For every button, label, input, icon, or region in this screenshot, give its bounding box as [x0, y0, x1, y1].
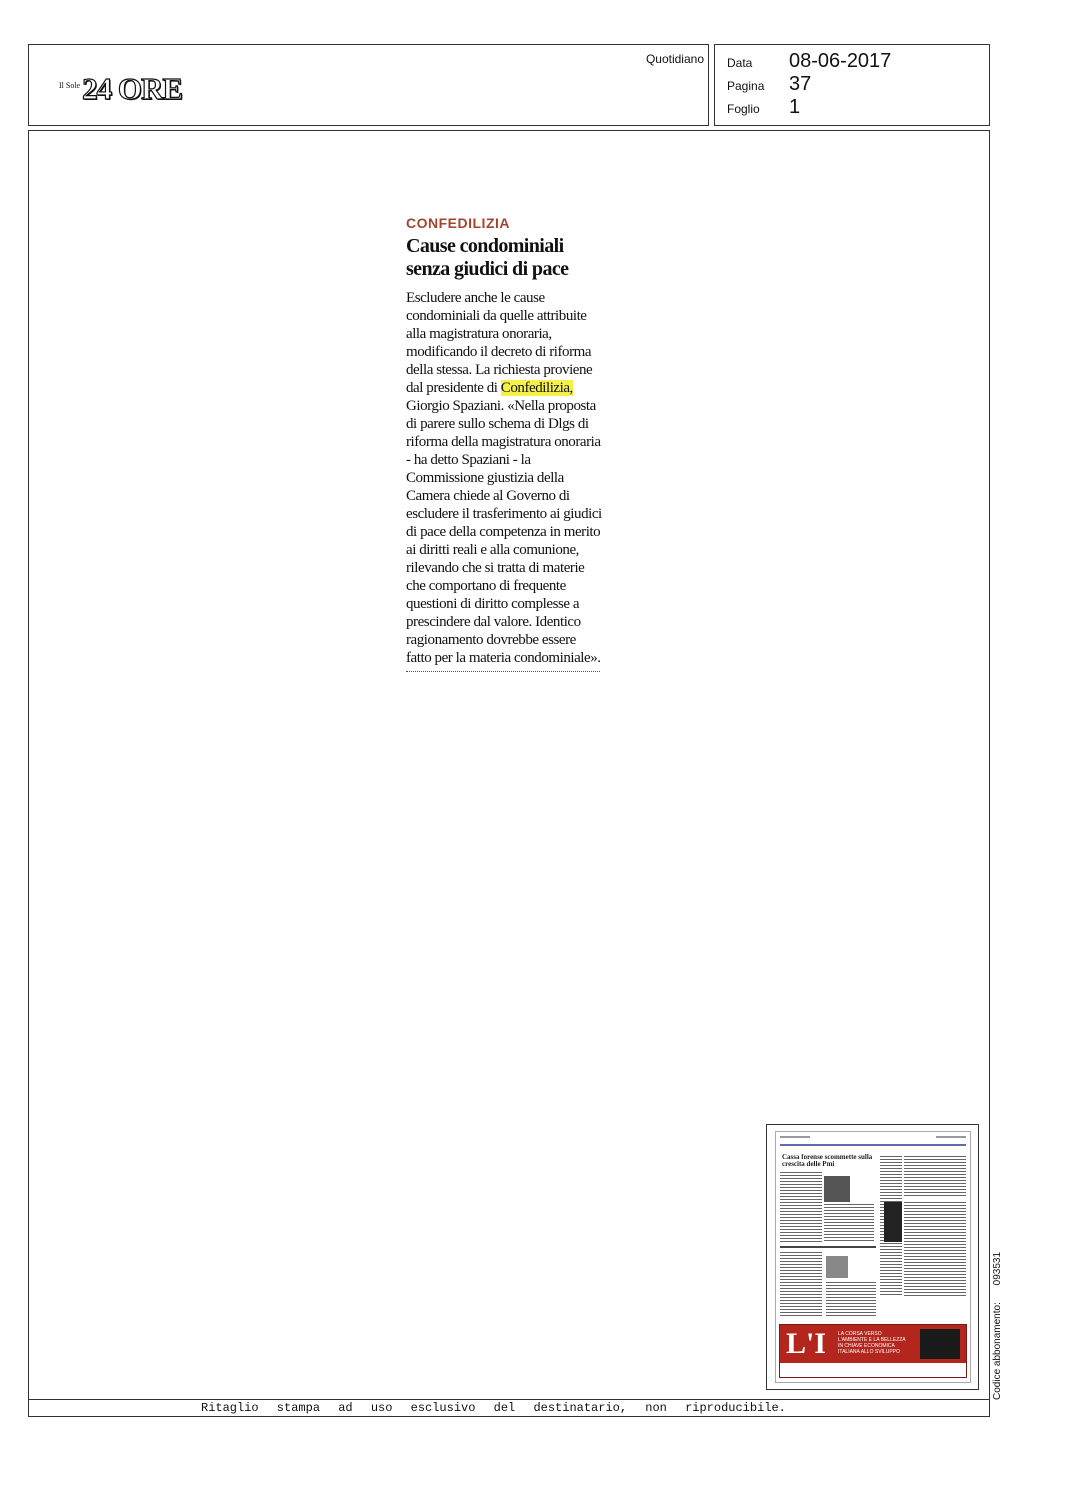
thumb-header-line: [936, 1136, 966, 1138]
date-row: [727, 50, 891, 73]
body-text-end: Giorgio Spaziani. «Nella proposta di parere sullo schema di Dlgs di riforma della magistratura onoraria - ha detto Spaziani - la Commissione giustizia della Camera chiede al Governo di escludere il trasferimento ai giudici di pace della competenza in merito ai diritti reali e alla comunione, rilevando che si tratta di materie che comportano di frequente questioni di diritto complesse a prescindere dal valore. Identico ragionamento dovrebbe essere fatto per la materia condominiale».: [406, 398, 602, 666]
masthead-box: [28, 44, 709, 126]
thumb-headline: Cassa forense scommette sulla crescita delle Pmi: [782, 1153, 873, 1168]
logo-small-text: Il Sole: [59, 81, 81, 90]
thumb-text-column: [780, 1172, 822, 1242]
thumb-text-column: [904, 1202, 966, 1296]
thumb-header-line: [780, 1136, 810, 1138]
date-value: 08-06-2017: [789, 50, 892, 72]
thumb-ad-image: [920, 1329, 960, 1359]
article: [406, 215, 602, 672]
article-headline: [406, 235, 602, 281]
date-label: Data: [727, 56, 753, 70]
article-kicker: CONFEDILIZIA: [406, 215, 510, 231]
headline-line-2: senza giudici di pace: [406, 258, 569, 280]
metadata-box: [714, 44, 990, 126]
highlighted-term: Confedilizia,: [500, 380, 573, 396]
thumb-dark-box: [884, 1202, 902, 1242]
sheet-label: Foglio: [727, 102, 760, 116]
thumb-text-column: [826, 1282, 876, 1318]
footer-note: Ritaglio stampa ad uso esclusivo del destinatario, non riproducibile.: [201, 1401, 786, 1415]
thumb-rule: [780, 1246, 876, 1248]
thumb-photo: [824, 1176, 850, 1202]
article-body: [406, 289, 602, 667]
body-text-start: Escludere anche le cause condominiali da quelle attribuite alla magistratura onoraria, modificando il decreto di riforma della stessa. La richiesta proviene dal presidente di: [406, 290, 593, 396]
article-end-rule: [406, 671, 600, 672]
sheet-row: [727, 96, 800, 119]
sheet-value: 1: [789, 96, 801, 118]
subscription-code: [992, 1252, 1003, 1400]
newspaper-logo: [59, 73, 182, 104]
thumb-advertisement: [779, 1324, 967, 1378]
thumb-text-column: [904, 1156, 966, 1196]
page-value: 37: [789, 73, 812, 95]
thumb-photo: [826, 1256, 848, 1278]
page-thumbnail: [766, 1124, 979, 1390]
thumb-ad-logo: L'I: [786, 1327, 827, 1360]
thumb-ad-strip: [780, 1363, 966, 1377]
page-row: [727, 73, 811, 96]
thumb-top-bar: [780, 1144, 966, 1146]
thumb-text-column: [824, 1204, 874, 1242]
thumbnail-page: [775, 1131, 971, 1383]
subscription-code-label: Codice abbonamento:: [992, 1302, 1003, 1400]
subscription-code-value: 093531: [992, 1251, 1003, 1286]
thumb-text-column: [780, 1252, 822, 1318]
logo-main-text: 24 ORE: [82, 71, 183, 106]
footer-divider: [29, 1399, 989, 1400]
page-label: Pagina: [727, 79, 765, 93]
publication-type: Quotidiano: [645, 52, 704, 66]
headline-line-1: Cause condominiali: [406, 235, 564, 257]
thumb-ad-text: LA CORSA VERSO L'AMBIENTE E LA BELLEZZA IN CHIAVE ECONOMICA ITALIANA ALLO SVILUPPO: [838, 1331, 906, 1355]
